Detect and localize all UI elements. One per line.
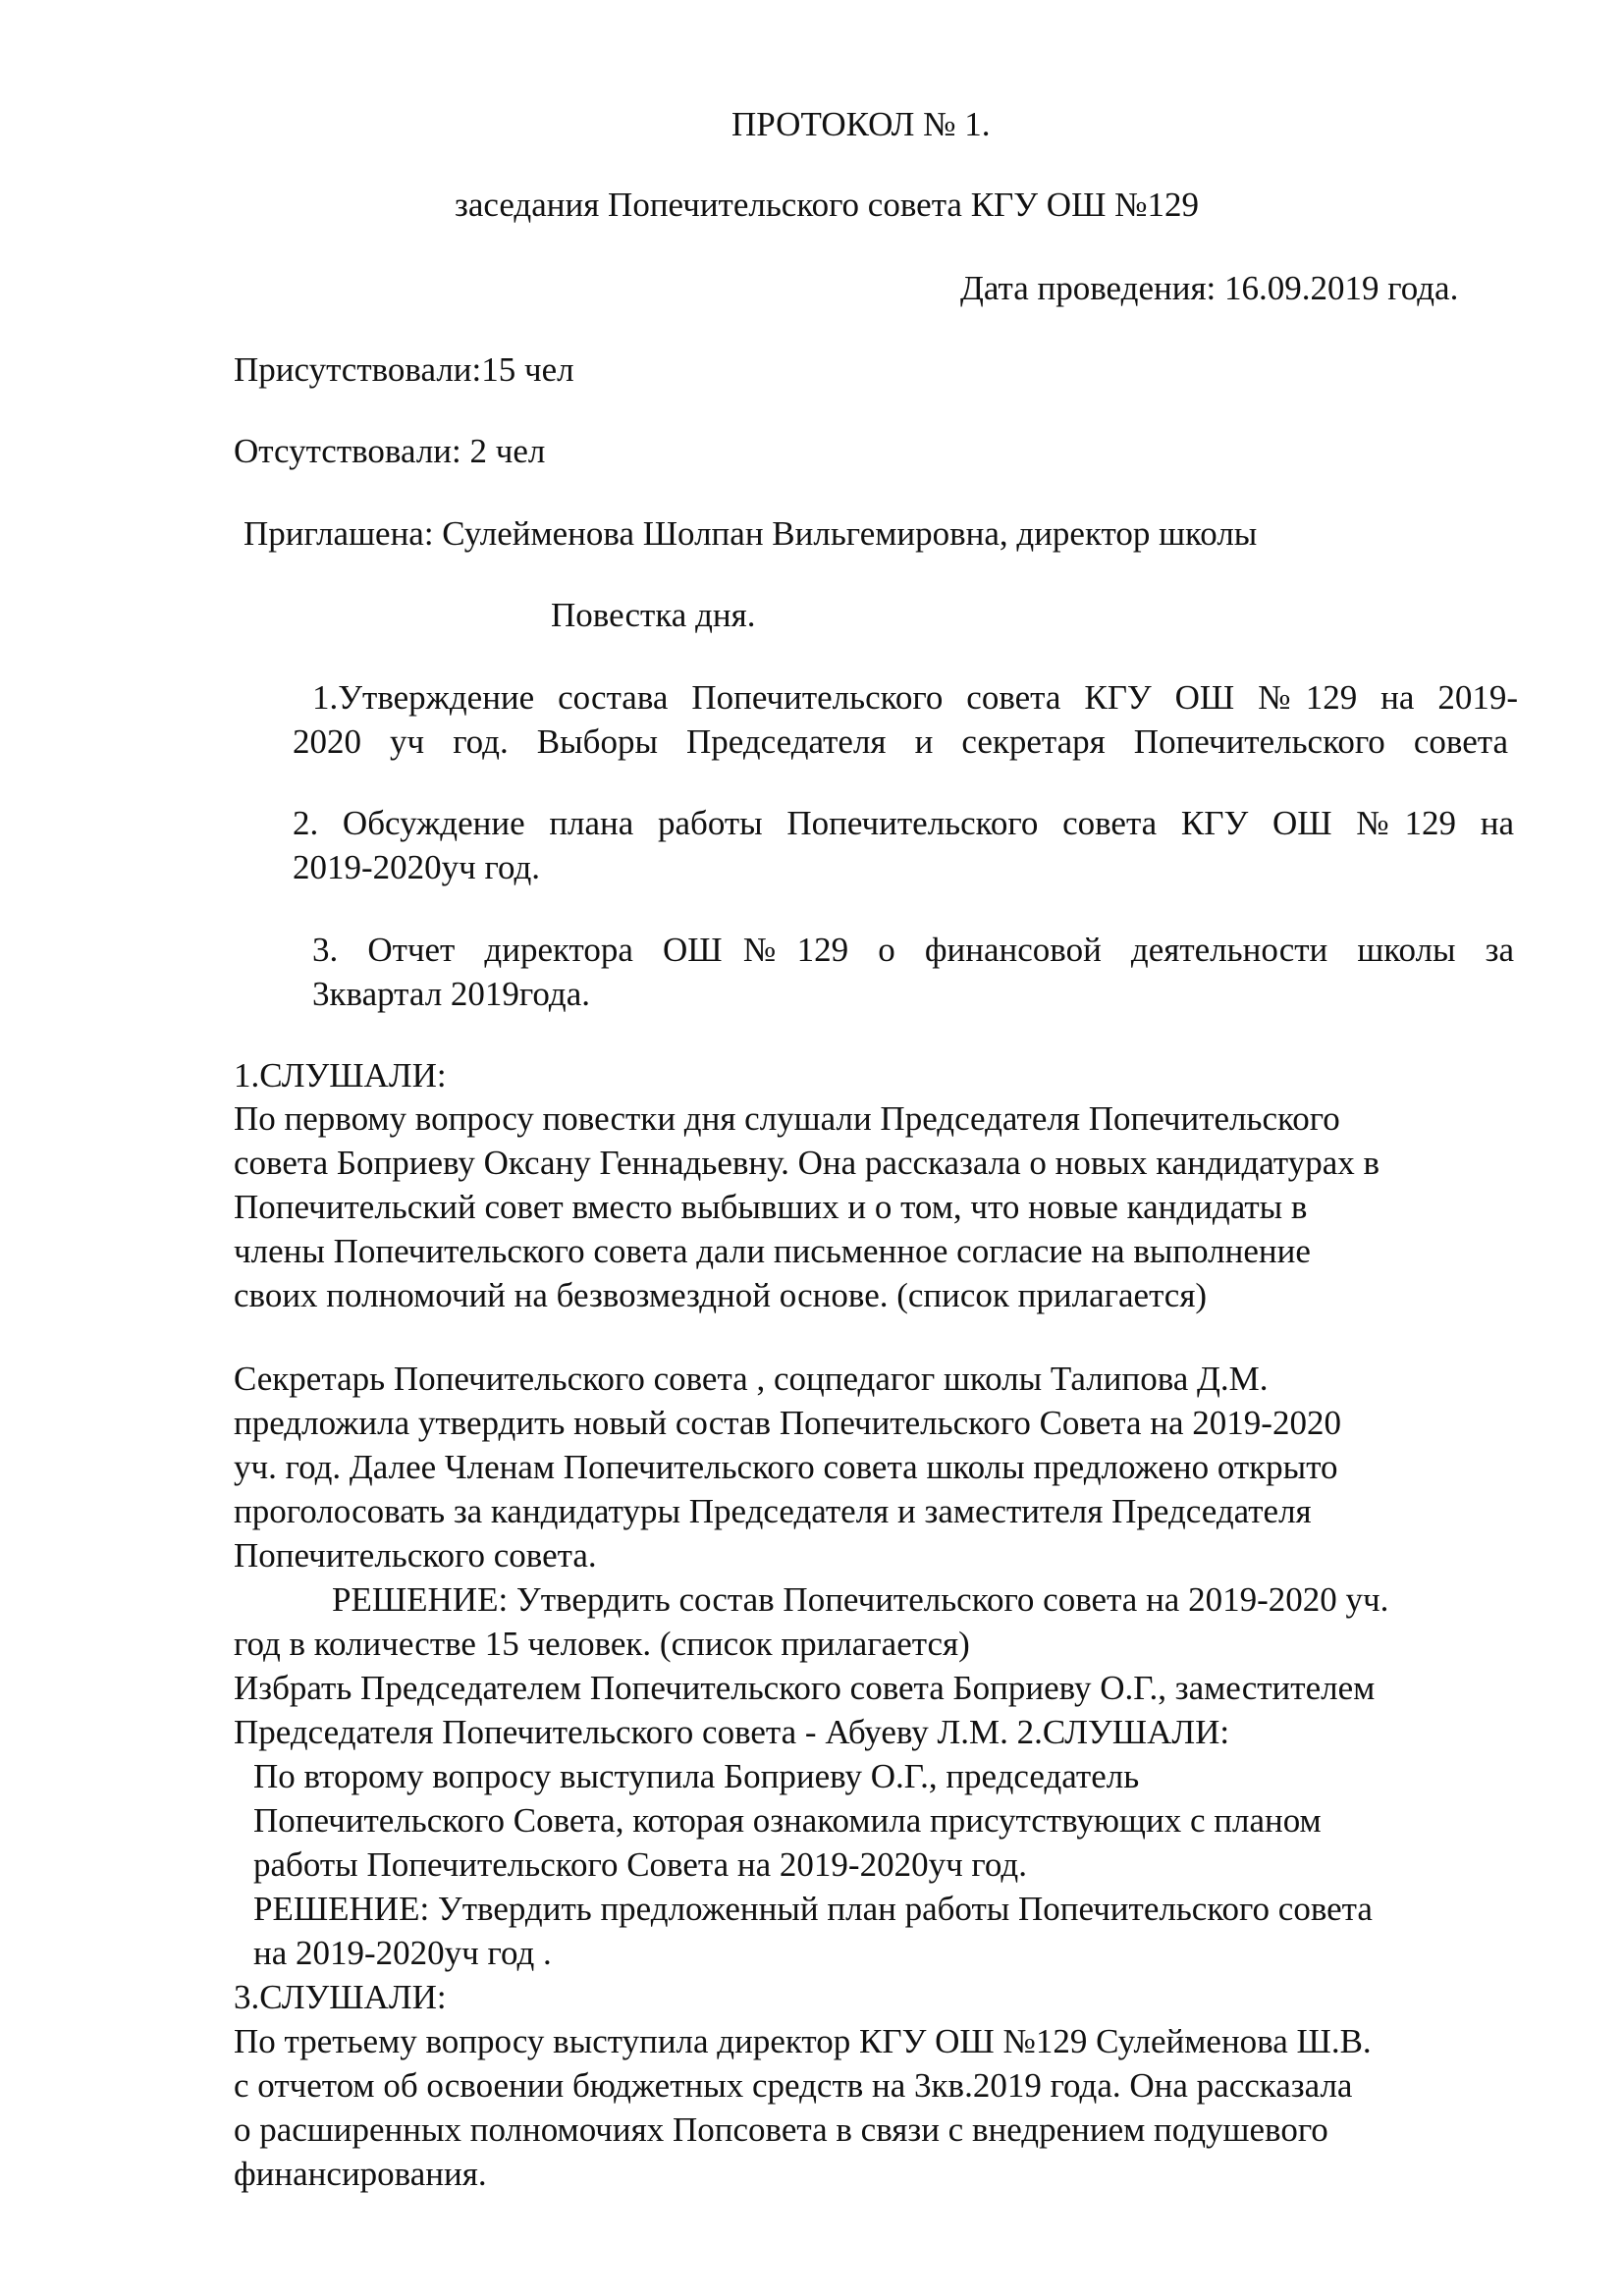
section-1-elect-line-2: Председателя Попечительского совета - Абуеву Л.М. 2.СЛУШАЛИ: (234, 1713, 1230, 1751)
document-title: ПРОТОКОЛ № 1. (731, 105, 991, 143)
attendance-invited: Приглашена: Сулейменова Шолпан Вильгемировна, директор школы (243, 514, 1258, 553)
section-1-para-2-line: проголосовать за кандидатуры Председателя и заместителя Председателя (234, 1492, 1312, 1530)
section-1-para-2-line: уч. год. Далее Членам Попечительского совета школы предложено открыто (234, 1448, 1338, 1486)
document-subtitle: заседания Попечительского совета КГУ ОШ №129 (455, 186, 1200, 224)
section-1-heading: 1.СЛУШАЛИ: (234, 1056, 447, 1095)
section-1-para-1-line: Попечительский совет вместо выбывших и о том, что новые кандидаты в (234, 1188, 1308, 1226)
meeting-date: Дата проведения: 16.09.2019 года. (960, 269, 1459, 307)
agenda-item-2-line-2: 2019-2020уч год. (293, 848, 541, 886)
section-3-heading: 3.СЛУШАЛИ: (234, 1978, 447, 2016)
section-1-elect-line-1: Избрать Председателем Попечительского совета Боприеву О.Г., заместителем (234, 1669, 1376, 1707)
section-1-para-1-line: своих полномочий на безвозмездной основе. (список прилагается) (234, 1276, 1208, 1314)
section-3-line: с отчетом об освоении бюджетных средств на 3кв.2019 года. Она рассказала (234, 2066, 1353, 2105)
agenda-item-2-line-1: 2. Обсуждение плана работы Попечительского совета КГУ ОШ №129 на (293, 804, 1514, 842)
agenda-item-3-line-2: 3квартал 2019года. (312, 975, 590, 1013)
section-2-decision-line-2: на 2019-2020уч год . (253, 1934, 552, 1972)
section-3-line: о расширенных полномочиях Попсовета в связи с внедрением подушевого (234, 2110, 1328, 2149)
section-2-line: работы Попечительского Совета на 2019-2020уч год. (253, 1845, 1027, 1884)
section-3-line: По третьему вопросу выступила директор КГУ ОШ №129 Сулейменова Ш.В. (234, 2022, 1372, 2060)
section-1-para-1-line: По первому вопросу повестки дня слушали Председателя Попечительского (234, 1099, 1340, 1138)
section-1-decision-line-1: РЕШЕНИЕ: Утвердить состав Попечительского совета на 2019-2020 уч. (332, 1580, 1389, 1619)
section-2-line: Попечительского Совета, которая ознакомила присутствующих с планом (253, 1801, 1322, 1840)
section-1-para-2-line: Попечительского совета. (234, 1536, 597, 1575)
section-2-decision-line-1: РЕШЕНИЕ: Утвердить предложенный план работы Попечительского совета (253, 1890, 1373, 1928)
agenda-item-1-line-1: 1.Утверждение состава Попечительского совета КГУ ОШ №129 на 2019- (312, 678, 1518, 717)
attendance-present: Присутствовали:15 чел (234, 350, 574, 389)
section-1-para-1-line: совета Боприеву Оксану Геннадьевну. Она рассказала о новых кандидатурах в (234, 1144, 1380, 1182)
agenda-item-3-line-1: 3. Отчет директора ОШ№129 о финансовой деятельности школы за (312, 931, 1514, 969)
section-3-line: финансирования. (234, 2155, 487, 2193)
attendance-absent: Отсутствовали: 2 чел (234, 432, 546, 470)
section-2-line: По второму вопросу выступила Боприеву О.Г., председатель (253, 1757, 1140, 1795)
agenda-item-1-line-2: 2020 уч год. Выборы Председателя и секретаря Попечительского совета (293, 722, 1508, 761)
section-1-para-2-line: Секретарь Попечительского совета , соцпедагог школы Талипова Д.М. (234, 1360, 1269, 1398)
agenda-title: Повестка дня. (551, 596, 756, 634)
section-1-para-1-line: члены Попечительского совета дали письменное согласие на выполнение (234, 1232, 1311, 1270)
section-1-para-2-line: предложила утвердить новый состав Попечительского Совета на 2019-2020 (234, 1404, 1341, 1442)
section-1-decision-line-2: год в количестве 15 человек. (список прилагается) (234, 1625, 970, 1663)
